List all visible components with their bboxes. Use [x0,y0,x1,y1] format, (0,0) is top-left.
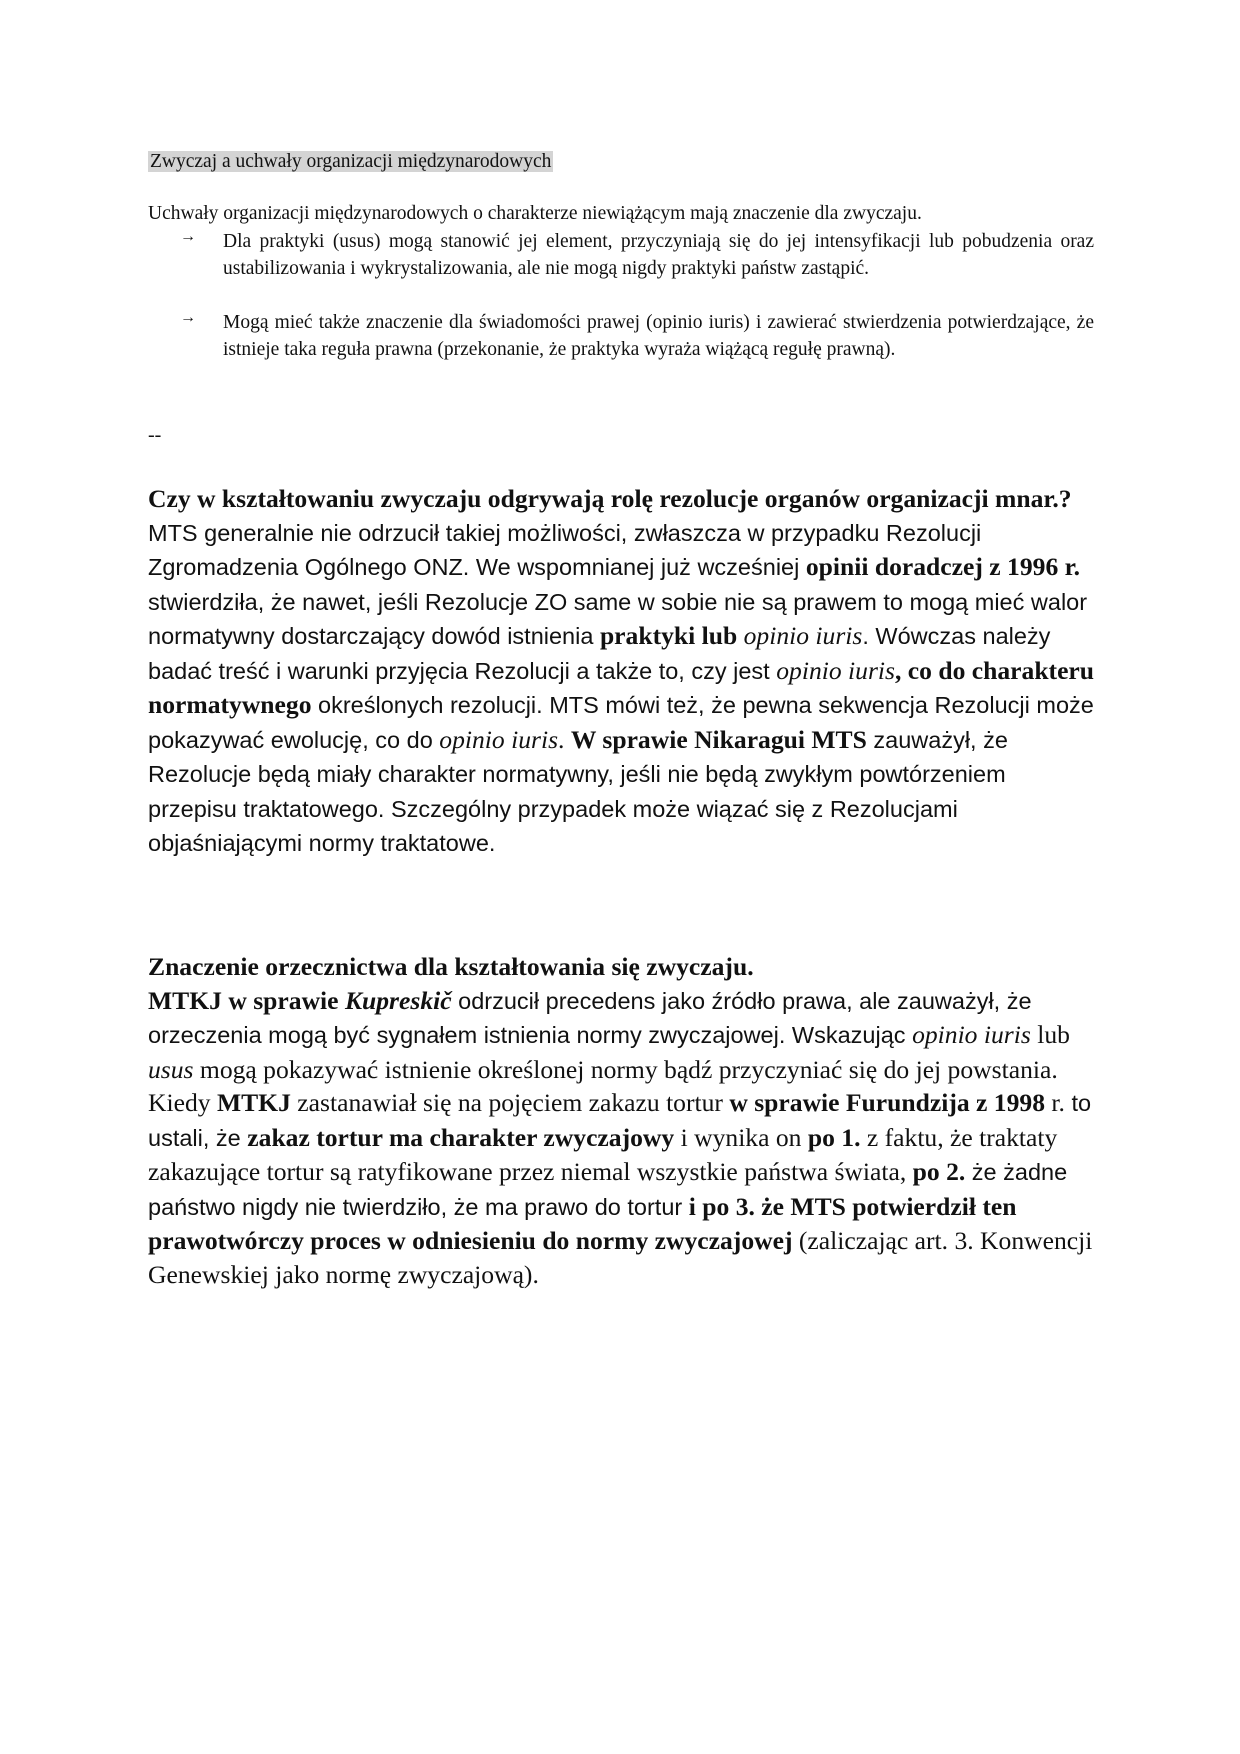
section1-intro: Uchwały organizacji międzynarodowych o charakterze niewiążącym mają znaczenie dla zwyczaju. [148,203,922,224]
bullet-text: Mogą mieć także znaczenie dla świadomości prawej (opinio iuris) i zawierać stwierdzenia potwierdzające, że istnieje taka reguła prawna (przekonanie, że praktyka wyraża wiążącą regułę prawną). [223,312,1094,360]
section2 [148,482,1098,861]
arrow-icon: → [180,309,196,326]
section1-heading: Zwyczaj a uchwały organizacji międzynarodowych [150,151,552,172]
bullet-item [180,309,1094,363]
section3-paragraph-2: Kiedy MTKJ zastanawiał się na pojęciem zakazu tortur w sprawie Furundzija z 1998 r. to ustali, że zakaz tortur ma charakter zwyczajowy i wynika on po 1. z faktu, że traktaty zakazujące tortur są ratyfikowane przez niemal wszystkie państwa świata, po 2. że żadne państwo nigdy nie twierdziło, że ma prawo do tortur i po 3. że MTS potwierdził ten prawotwórczy proces w odniesieniu do normy zwyczajowej (zaliczając art. 3. Konwencji Genewskiej jako normę zwyczajową). [148,1088,1093,1289]
arrow-icon: → [180,228,196,245]
section2-paragraph: MTS generalnie nie odrzucił takiej możliwości, zwłaszcza w przypadku Rezolucji Zgromadzenia Ogólnego ONZ. We wspomnianej już wcześniej opinii doradczej z 1996 r. stwierdziła, że nawet, jeśli Rezolucje ZO same w sobie nie są prawem to mogą mieć walor normatywny dostarczający dowód istnienia praktyki lub opinio iuris. Wówczas należy badać treść i warunki przyjęcia Rezolucji a także to, czy jest opinio iuris, co do charakteru normatywnego określonych rezolucji. MTS mówi też, że pewna sekwencja Rezolucji może pokazywać ewolucję, co do opinio iuris. W sprawie Nikaragui MTS zauważył, że Rezolucje będą miały charakter normatywny, jeśli nie będą zwykłym powtórzeniem przepisu traktatowego. Szczególny przypadek może wiązać się z Rezolucjami objaśniającymi normy traktatowe. [148,519,1095,856]
section2-heading: Czy w kształtowaniu zwyczaju odgrywają rolę rezolucje organów organizacji mnar.? [148,484,1072,513]
bullet-item [180,228,1094,282]
bullet-text: Dla praktyki (usus) mogą stanowić jej element, przyczyniają się do jej intensyfikacji lub pobudzenia oraz ustabilizowania i wykrystalizowania, ale nie mogą nigdy praktyki państw zastąpić. [223,231,1094,279]
section3-paragraph-1: MTKJ w sprawie Kupreskič odrzucił precedens jako źródło prawa, ale zauważył, że orzeczenia mogą być sygnałem istnienia normy zwyczajowej. Wskazując opinio iuris lub usus mogą pokazywać istnienie określonej normy bądź przyczyniać się do jej powstania. [148,985,1070,1084]
section3 [148,950,1098,1291]
section3-heading: Znaczenie orzecznictwa dla kształtowania się zwyczaju. [148,952,754,981]
separator: -- [148,424,162,446]
